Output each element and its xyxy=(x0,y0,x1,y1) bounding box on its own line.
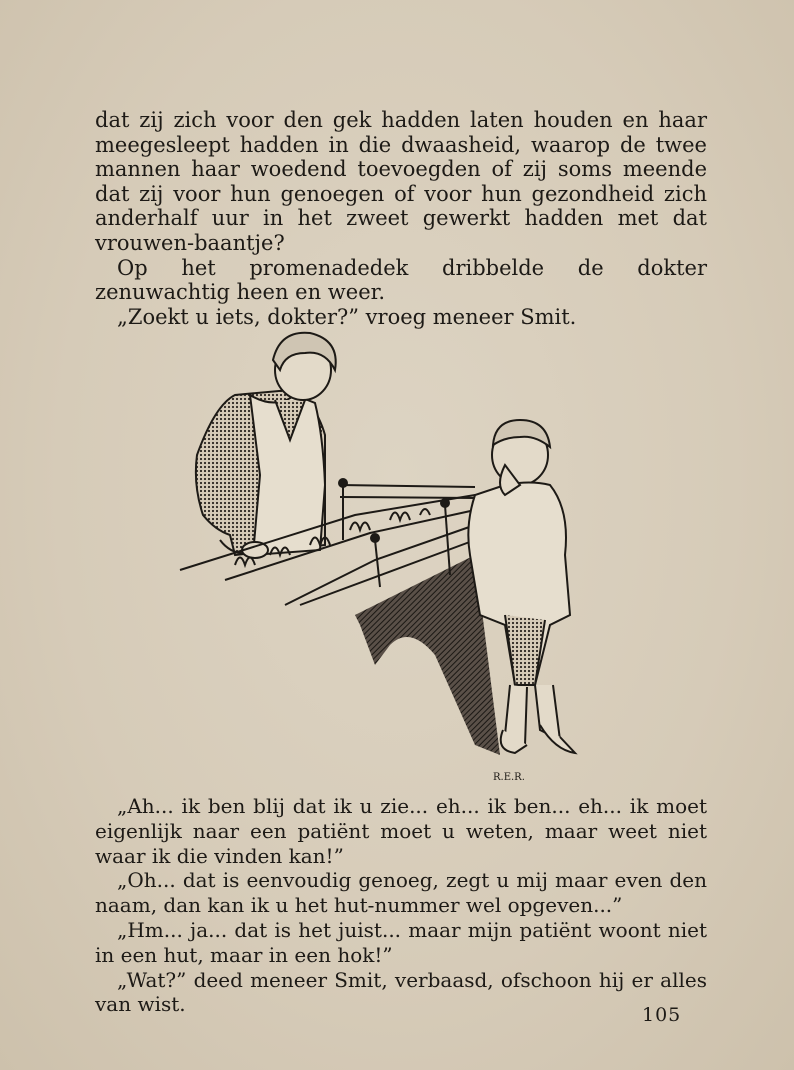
paragraph: „Hm... ja... dat is het juist... maar mijn patiënt woont niet in een hut, maar in een hok!” xyxy=(95,917,707,967)
illustrator-signature: R.E.R. xyxy=(493,772,525,783)
page-number: 105 xyxy=(642,1004,682,1026)
top-text-block xyxy=(95,108,707,329)
paragraph: „Wat?” deed meneer Smit, verbaasd, ofschoon hij er alles van wist. xyxy=(95,967,707,1017)
nurse-and-boy-illustration xyxy=(175,325,615,785)
paragraph: dat zij zich voor den gek hadden laten houden en haar meegesleept hadden in die dwaasheid, waarop de twee mannen haar woedend toevoegden of zij soms meende dat zij voor hun genoegen of voor hun gezondheid zich anderhalf uur in het zweet gewerkt hadden met dat vrouwen-baantje? xyxy=(95,108,707,255)
nurse-figure xyxy=(196,333,336,558)
paragraph: Op het promenadedek dribbelde de dokter zenuwachtig heen en weer. xyxy=(95,255,707,305)
bottom-text-block xyxy=(95,794,707,1017)
paragraph: „Oh... dat is eenvoudig genoeg, zegt u mij maar even den naam, dan kan ik u het hut-nummer wel opgeven...” xyxy=(95,868,707,918)
paragraph: „Ah... ik ben blij dat ik u zie... eh... ik ben... eh... ik moet eigenlijk naar een patiënt moet u weten, maar weet niet waar ik die vinden kan!” xyxy=(95,794,707,868)
paragraph: „Zoekt u iets, dokter?” vroeg meneer Smit. xyxy=(117,304,577,329)
